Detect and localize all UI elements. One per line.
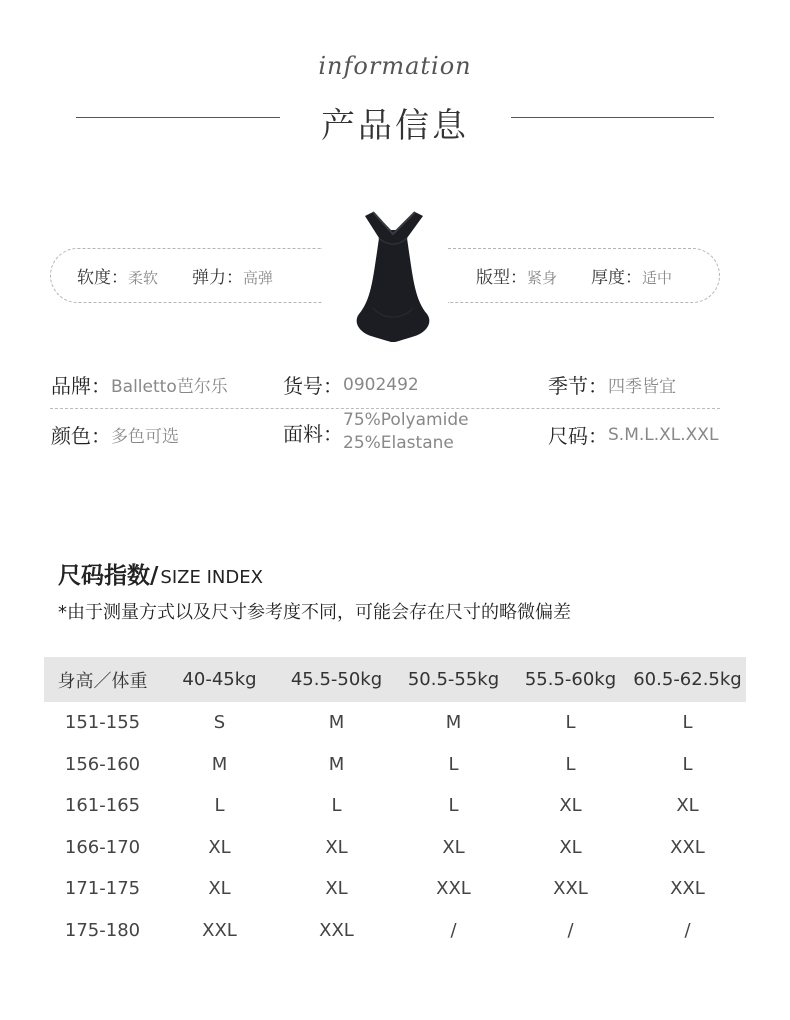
spec-item-number [283,370,419,399]
table-cell: L [448,795,459,817]
table-cell: L [565,712,576,734]
size-index-title-en: SIZE INDEX [160,567,263,588]
spec-value: 多色可选 [111,427,179,447]
attribute-value: 紧身 [527,269,558,287]
table-cell: L [682,753,693,775]
material-line-2: 25%Elastane [343,433,454,453]
table-row [44,910,746,952]
table-cell: / [567,919,574,941]
table-cell: L [331,795,342,817]
spec-label: 品牌： [51,374,111,398]
table-cell: 151-155 [64,712,141,734]
spec-size [548,420,718,449]
table-cell: XXL [670,836,705,858]
table-cell: L [448,753,459,775]
attribute-pill-right [448,248,720,303]
table-cell: 156-160 [64,753,141,775]
table-cell: L [682,712,693,734]
attribute-label: 软度： [77,268,128,288]
attribute-pill-left [50,248,322,303]
table-cell: L [214,795,225,817]
table-cell: XL [325,836,348,858]
size-index-title [58,557,263,590]
spec-brand [51,370,228,399]
attribute-label: 版型： [476,268,527,288]
attribute-label: 弹力： [192,268,244,288]
table-cell: XXL [670,878,705,900]
spec-label: 尺码： [548,424,608,448]
attribute-value: 适中 [642,269,673,287]
header-script-text: information [318,52,472,80]
table-row [44,868,746,910]
table-cell: M [445,712,462,734]
header-cell: 60.5-62.5kg [633,669,742,690]
size-index-note: *由于测量方式以及尺寸参考度不同，可能会存在尺寸的略微偏差 [58,602,571,623]
attribute-value: 高弹 [243,269,274,287]
table-cell: 166-170 [64,836,141,858]
spec-label: 面料： [283,421,343,446]
table-cell: XXL [436,878,471,900]
table-cell: XL [208,836,231,858]
attribute-value: 柔软 [128,269,159,287]
spec-material [283,409,469,455]
attribute-thickness [591,263,672,288]
page-title: 产品信息 [321,106,469,146]
material-line-1: 75%Polyamide [343,410,469,430]
header-cell: 45.5-50kg [290,669,383,690]
table-cell: XL [559,836,582,858]
spec-value: Balletto芭尔乐 [111,377,228,397]
table-row [44,827,746,869]
attribute-label: 厚度： [591,268,643,288]
table-cell: 171-175 [64,878,141,900]
header-cell: 55.5-60kg [524,669,617,690]
spec-value: S.M.L.XL.XXL [608,424,719,445]
table-cell: M [211,753,228,775]
table-cell: L [565,753,576,775]
size-table [44,657,746,951]
spec-label: 颜色： [51,424,111,448]
table-cell: / [684,919,691,941]
spec-label: 货号： [283,374,343,398]
table-cell: S [213,712,226,734]
table-row [44,744,746,786]
table-cell: XL [559,795,582,817]
table-cell: XXL [553,878,588,900]
header-rule-right [511,117,714,118]
spec-value: 0902492 [343,374,419,395]
table-cell: / [450,919,457,941]
table-cell: XL [442,836,465,858]
table-cell: M [328,712,345,734]
size-table-header [44,657,746,702]
table-cell: 175-180 [64,919,141,941]
attribute-fit [476,263,557,288]
table-cell: XL [208,878,231,900]
table-cell: XXL [319,919,354,941]
header-cell: 50.5-55kg [407,669,500,690]
spec-season [548,370,676,399]
attribute-elasticity [192,263,273,288]
product-leotard-image [343,208,443,344]
spec-label: 季节： [548,374,608,398]
table-cell: XL [325,878,348,900]
attribute-softness [77,263,158,288]
table-cell: XXL [202,919,237,941]
spec-value [343,409,469,455]
table-cell: XL [676,795,699,817]
table-cell: M [328,753,345,775]
table-row [44,702,746,744]
header-cell: 40-45kg [182,669,257,690]
table-row [44,785,746,827]
header-cell: 身高／体重 [57,670,148,692]
size-index-title-zh: 尺码指数/ [58,563,159,589]
table-cell: 161-165 [64,795,141,817]
spec-color [51,420,179,449]
spec-value: 四季皆宜 [608,377,676,397]
